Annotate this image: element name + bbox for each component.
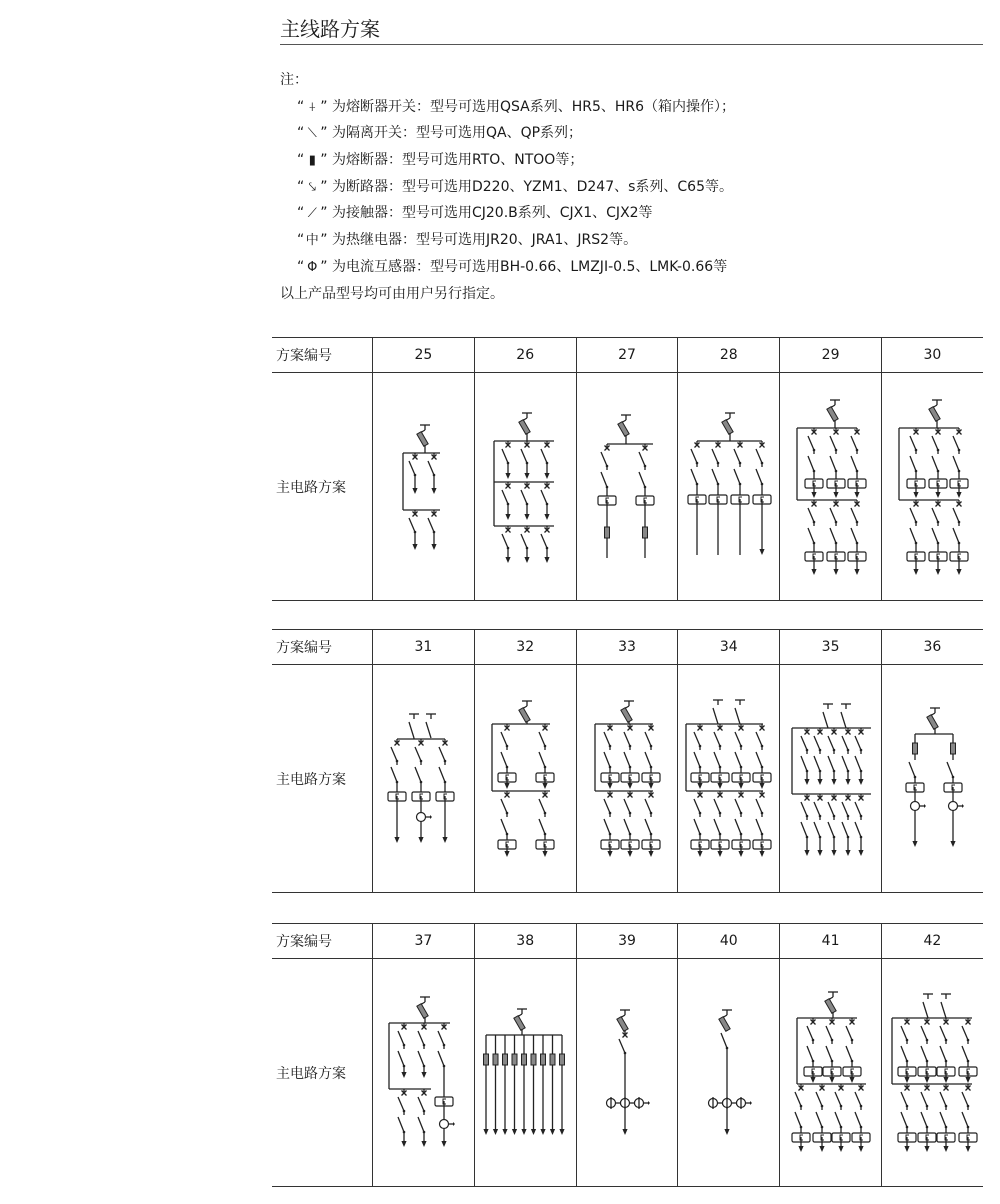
header-row — [272, 924, 983, 959]
fuse-switch-icon: ⍭ — [308, 99, 317, 115]
scheme-number: 37 — [372, 924, 474, 958]
scheme-diagram-cell — [677, 959, 779, 1186]
scheme-diagram-cell — [779, 665, 881, 892]
scheme-number: 33 — [576, 630, 678, 664]
scheme-number: 29 — [779, 338, 881, 372]
current-transformer-icon: Φ — [307, 259, 318, 275]
open-quote: “ — [297, 98, 305, 115]
scheme-table — [272, 629, 983, 893]
note-text: 为接触器：型号可选用CJ20.B系列、CJX1、CJX2等 — [331, 205, 653, 222]
scheme-diagram-cell — [474, 665, 576, 892]
close-quote: ” — [320, 258, 328, 275]
note-text: 为隔离开关：型号可选用QA、QP系列； — [331, 125, 583, 142]
note-text: 为熔断器：型号可选用RTO、NTOO等； — [331, 152, 584, 169]
close-quote: ” — [320, 178, 328, 195]
scheme-diagram-cell — [576, 959, 678, 1186]
scheme-number: 41 — [779, 924, 881, 958]
header-label: 方案编号 — [276, 348, 332, 364]
body-label: 主电路方案 — [276, 771, 346, 788]
close-quote: ” — [320, 125, 328, 142]
scheme-diagram-cell — [576, 373, 678, 600]
scheme-number: 42 — [881, 924, 983, 958]
note-text: 为熔断器开关：型号可选用QSA系列、HR5、HR6（箱内操作）； — [331, 98, 736, 115]
header-row — [272, 630, 983, 665]
scheme-diagram-cell — [881, 373, 983, 600]
notes-heading: 注： — [280, 72, 308, 88]
open-quote: “ — [297, 125, 305, 142]
header-row — [272, 338, 983, 373]
close-quote: ” — [320, 205, 328, 222]
contactor-icon: ⟋ — [307, 206, 317, 222]
scheme-diagram-cell — [372, 959, 474, 1186]
note-item — [280, 230, 735, 257]
note-item — [280, 123, 735, 150]
header-label: 方案编号 — [276, 934, 332, 950]
scheme-number: 36 — [881, 630, 983, 664]
scheme-number: 27 — [576, 338, 678, 372]
scheme-diagram-cell — [677, 665, 779, 892]
body-row — [272, 665, 983, 892]
scheme-diagram-cell — [474, 373, 576, 600]
scheme-diagram-cell — [677, 373, 779, 600]
open-quote: “ — [297, 232, 305, 249]
close-quote: ” — [320, 232, 328, 249]
scheme-number: 34 — [677, 630, 779, 664]
note-item — [280, 257, 735, 284]
scheme-number: 26 — [474, 338, 576, 372]
scheme-number: 40 — [677, 924, 779, 958]
scheme-number: 38 — [474, 924, 576, 958]
header-label: 方案编号 — [276, 640, 332, 656]
note-item — [280, 203, 735, 230]
note-text: 为热继电器：型号可选用JR20、JRA1、JRS2等。 — [331, 232, 638, 249]
notes — [280, 70, 735, 310]
note-item — [280, 150, 735, 177]
note-text: 为断路器：型号可选用D220、YZM1、D247、s系列、C65等。 — [331, 178, 733, 195]
scheme-table — [272, 337, 983, 601]
close-quote: ” — [320, 152, 328, 169]
fuse-icon: ▮ — [308, 153, 316, 169]
scheme-number: 25 — [372, 338, 474, 372]
note-text: 为电流互感器：型号可选用BH-0.66、LMZJI-0.5、LMK-0.66等 — [331, 258, 728, 275]
scheme-diagram-cell — [372, 373, 474, 600]
note-item — [280, 177, 735, 204]
note-item — [280, 97, 735, 124]
scheme-diagram-cell — [576, 665, 678, 892]
title-divider — [280, 44, 983, 45]
body-label: 主电路方案 — [276, 1065, 346, 1082]
body-label: 主电路方案 — [276, 479, 346, 496]
open-quote: “ — [297, 178, 305, 195]
open-quote: “ — [297, 205, 305, 222]
scheme-number: 39 — [576, 924, 678, 958]
scheme-diagram-cell — [881, 665, 983, 892]
isolator-icon: ⟍ — [307, 126, 317, 142]
close-quote: ” — [320, 98, 328, 115]
scheme-diagram-cell — [372, 665, 474, 892]
scheme-diagram-cell — [779, 373, 881, 600]
scheme-number: 30 — [881, 338, 983, 372]
scheme-number: 35 — [779, 630, 881, 664]
scheme-number: 28 — [677, 338, 779, 372]
page-title: 主线路方案 — [280, 17, 380, 41]
scheme-diagram-cell — [474, 959, 576, 1186]
open-quote: “ — [297, 258, 305, 275]
open-quote: “ — [297, 152, 305, 169]
thermal-relay-icon: 中 — [305, 233, 319, 249]
scheme-diagram-cell — [881, 959, 983, 1186]
body-row — [272, 959, 983, 1186]
scheme-diagram-cell — [779, 959, 881, 1186]
body-row — [272, 373, 983, 600]
scheme-table — [272, 923, 983, 1187]
scheme-number: 31 — [372, 630, 474, 664]
breaker-icon: ⤥ — [308, 179, 316, 195]
scheme-number: 32 — [474, 630, 576, 664]
notes-footer: 以上产品型号均可由用户另行指定。 — [280, 285, 504, 302]
